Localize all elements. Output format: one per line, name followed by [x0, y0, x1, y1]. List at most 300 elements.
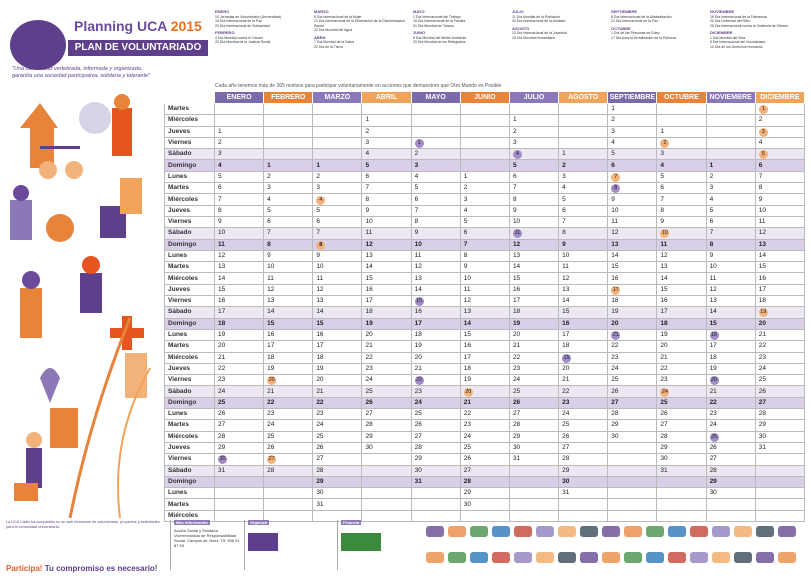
- day-cell: 11: [362, 228, 411, 239]
- day-cell: 13: [657, 262, 706, 273]
- day-cell: 23: [411, 386, 460, 397]
- day-cell: 26: [657, 409, 706, 420]
- day-cell: [215, 104, 264, 115]
- day-cell: [215, 488, 264, 499]
- day-cell: 22: [559, 386, 608, 397]
- day-cell: 30: [657, 454, 706, 465]
- day-cell: 18: [657, 318, 706, 329]
- day-cell: 18: [264, 352, 313, 363]
- partner-logo-icon: [602, 552, 620, 563]
- day-cell: 17: [509, 296, 558, 307]
- day-cell: 25: [411, 409, 460, 420]
- day-cell: 5: [215, 171, 264, 182]
- day-cell: 28: [509, 420, 558, 431]
- day-cell: 21: [755, 329, 804, 340]
- day-cell: 12: [264, 284, 313, 295]
- day-cell: 28: [559, 454, 608, 465]
- day-cell: [559, 499, 608, 510]
- day-cell: [411, 115, 460, 126]
- calendar-row: [165, 386, 805, 397]
- organiza-box: Organiza: [244, 520, 334, 570]
- partner-logo-icon: [536, 526, 554, 537]
- footer-text: La UCA Cádiz ha compartido en su web formación de voluntariado, proyectos y actividades para la comunidad universitaria.: [6, 520, 160, 529]
- calendar-row: [165, 228, 805, 239]
- day-cell: 7: [411, 205, 460, 216]
- day-cell: [657, 115, 706, 126]
- partner-logo-icon: [580, 552, 598, 563]
- calendar-row: [165, 318, 805, 329]
- day-cell: 20: [608, 318, 657, 329]
- day-cell: 16: [460, 341, 509, 352]
- day-cell: [215, 115, 264, 126]
- day-cell: 24: [608, 363, 657, 374]
- day-cell: 1: [362, 115, 411, 126]
- day-cell: 10: [608, 205, 657, 216]
- weekday-label: Sábado: [165, 228, 215, 239]
- partner-logo-icon: [602, 526, 620, 537]
- day-cell: 18: [509, 307, 558, 318]
- page-title: Planning UCA 2015: [74, 18, 202, 34]
- day-cell: 15: [509, 273, 558, 284]
- day-cell: 4: [559, 183, 608, 194]
- day-cell: 27: [264, 454, 313, 465]
- day-cell: [264, 104, 313, 115]
- day-cell: 19: [657, 329, 706, 340]
- day-cell: 21: [215, 352, 264, 363]
- day-cell: [362, 465, 411, 476]
- day-cell: 29: [313, 476, 362, 487]
- partner-logo-icon: [470, 552, 488, 563]
- day-cell: 9: [460, 262, 509, 273]
- day-cell: 16: [362, 284, 411, 295]
- calendar-row: [165, 273, 805, 284]
- weekday-label: Miércoles: [165, 194, 215, 205]
- day-cell: 1: [509, 115, 558, 126]
- day-cell: 17: [755, 284, 804, 295]
- day-cell: 1: [460, 171, 509, 182]
- day-cell: 8: [755, 183, 804, 194]
- day-cell: 3: [559, 171, 608, 182]
- day-cell: 10: [559, 250, 608, 261]
- day-cell: [411, 488, 460, 499]
- day-cell: [755, 488, 804, 499]
- day-cell: [362, 454, 411, 465]
- day-cell: 25: [362, 386, 411, 397]
- month-header: JUNIO: [460, 92, 509, 104]
- day-cell: 10: [509, 216, 558, 227]
- day-cell: 14: [264, 307, 313, 318]
- contact-box: Más información Acción Social y Solidaria Vicerrectorado de Responsabilidad Social. Campus de Jerez. Tlf: 956 01 87 93: [170, 520, 240, 570]
- day-cell: 2: [264, 171, 313, 182]
- day-cell: 9: [608, 194, 657, 205]
- day-cell: 13: [411, 273, 460, 284]
- note-column: MAYO 1 Día Internacional del Trabajo 15 Día Internacional de la Familia 31 Día Mundial sin Tabaco JUNIO 5 Día Mundial del Medio Ambiente 20 Día Mundial de los Refugiados: [413, 10, 467, 44]
- day-cell: 27: [559, 442, 608, 453]
- day-cell: 10: [460, 273, 509, 284]
- day-cell: 6: [755, 160, 804, 171]
- day-cell: 9: [264, 250, 313, 261]
- weekday-label: Sábado: [165, 386, 215, 397]
- day-cell: 11: [215, 239, 264, 250]
- day-cell: 10: [657, 228, 706, 239]
- day-cell: 3: [264, 183, 313, 194]
- year-calendar: [164, 91, 805, 519]
- day-cell: 10: [755, 205, 804, 216]
- weekday-label: Jueves: [165, 442, 215, 453]
- footer: [0, 518, 811, 578]
- day-cell: 26: [313, 442, 362, 453]
- day-cell: 22: [706, 397, 755, 408]
- day-cell: 4: [657, 160, 706, 171]
- day-cell: 19: [215, 329, 264, 340]
- day-cell: 2: [313, 171, 362, 182]
- day-cell: 26: [362, 397, 411, 408]
- day-cell: 25: [509, 386, 558, 397]
- day-cell: 5: [755, 149, 804, 160]
- partner-logo-icon: [756, 526, 774, 537]
- day-cell: 20: [460, 386, 509, 397]
- day-cell: 16: [264, 329, 313, 340]
- day-cell: 5: [313, 205, 362, 216]
- day-cell: 8: [264, 239, 313, 250]
- day-cell: 24: [559, 409, 608, 420]
- calendar-row: [165, 329, 805, 340]
- day-cell: 2: [362, 126, 411, 137]
- day-cell: [313, 115, 362, 126]
- calendar-row: [165, 171, 805, 182]
- day-cell: [362, 499, 411, 510]
- day-cell: 6: [706, 216, 755, 227]
- day-cell: 6: [509, 171, 558, 182]
- weekday-label: Viernes: [165, 375, 215, 386]
- day-cell: 25: [706, 431, 755, 442]
- day-cell: 14: [215, 273, 264, 284]
- day-cell: 6: [460, 228, 509, 239]
- note-column: NOVIEMBRE 16 Día Internacional de la Tolerancia 20 Día Universal del Niño 25 Día Internacional contra la Violencia de Género DICIEMBRE 1 Día Mundial del Sida 5 Día Internacional del Voluntariado 10 Día de los Derechos Humanos: [710, 10, 789, 49]
- day-cell: [215, 476, 264, 487]
- weekday-label: Jueves: [165, 205, 215, 216]
- day-cell: 4: [313, 194, 362, 205]
- day-cell: 14: [706, 307, 755, 318]
- day-cell: 23: [460, 420, 509, 431]
- day-cell: [559, 115, 608, 126]
- partner-logo-icon: [426, 552, 444, 563]
- day-cell: [608, 454, 657, 465]
- weekday-label: Viernes: [165, 216, 215, 227]
- day-cell: 12: [215, 250, 264, 261]
- day-cell: 11: [460, 284, 509, 295]
- day-cell: 6: [657, 183, 706, 194]
- day-cell: 25: [657, 397, 706, 408]
- day-cell: 23: [264, 409, 313, 420]
- day-cell: 16: [755, 273, 804, 284]
- day-cell: 14: [559, 296, 608, 307]
- day-cell: 12: [509, 239, 558, 250]
- uca-footer-logo-icon: [248, 533, 278, 551]
- day-cell: 5: [657, 171, 706, 182]
- day-cell: 2: [706, 171, 755, 182]
- day-cell: 4: [362, 149, 411, 160]
- day-cell: 13: [608, 239, 657, 250]
- weekday-label: Martes: [165, 499, 215, 510]
- day-cell: 5: [706, 205, 755, 216]
- day-cell: 24: [706, 420, 755, 431]
- day-cell: 28: [460, 476, 509, 487]
- day-cell: 20: [215, 341, 264, 352]
- day-cell: 7: [264, 228, 313, 239]
- day-cell: 5: [264, 205, 313, 216]
- day-cell: 5: [608, 149, 657, 160]
- day-cell: 18: [706, 352, 755, 363]
- day-cell: 12: [460, 296, 509, 307]
- day-cell: 15: [559, 307, 608, 318]
- day-cell: 22: [657, 363, 706, 374]
- note-column: ENERO 10 Jornadas de Voluntariado (Universidad) 15 Día Internacional de la Paz 20 Día Internacional de Solidaridad FEBRERO 4 Día Mundial contra el Cáncer 20 Día Mundial de la Justicia Social: [215, 10, 282, 44]
- day-cell: 28: [755, 409, 804, 420]
- day-cell: [460, 115, 509, 126]
- day-cell: [706, 104, 755, 115]
- day-cell: [706, 499, 755, 510]
- day-cell: 3: [460, 194, 509, 205]
- day-cell: 29: [608, 420, 657, 431]
- day-cell: 24: [411, 397, 460, 408]
- weekday-label: Sábado: [165, 149, 215, 160]
- day-cell: 2: [215, 137, 264, 148]
- day-cell: 8: [559, 228, 608, 239]
- day-cell: 17: [706, 341, 755, 352]
- day-cell: [411, 104, 460, 115]
- calendar-row: [165, 239, 805, 250]
- peace-icon: [46, 214, 74, 242]
- day-cell: 28: [657, 431, 706, 442]
- calendar-row: [165, 307, 805, 318]
- month-header: AGOSTO: [559, 92, 608, 104]
- day-cell: 15: [755, 262, 804, 273]
- day-cell: 23: [608, 352, 657, 363]
- day-cell: [706, 126, 755, 137]
- month-header: ENERO: [215, 92, 264, 104]
- day-cell: 21: [509, 341, 558, 352]
- day-cell: 17: [460, 352, 509, 363]
- day-cell: 30: [559, 476, 608, 487]
- weekday-label: Martes: [165, 341, 215, 352]
- day-cell: [313, 149, 362, 160]
- calendar-row: [165, 397, 805, 408]
- day-cell: 25: [460, 442, 509, 453]
- day-cell: 27: [362, 409, 411, 420]
- day-cell: 20: [411, 352, 460, 363]
- day-cell: 26: [264, 442, 313, 453]
- day-cell: 19: [509, 318, 558, 329]
- calendar-row: [165, 375, 805, 386]
- day-cell: 9: [657, 216, 706, 227]
- day-cell: 4: [264, 194, 313, 205]
- partner-logo-icon: [492, 526, 510, 537]
- financia-box: Financia: [337, 520, 423, 570]
- calendar-row: [165, 476, 805, 487]
- day-cell: 27: [460, 465, 509, 476]
- plan-subtitle: PLAN DE VOLUNTARIADO: [68, 40, 208, 56]
- day-cell: 11: [706, 273, 755, 284]
- day-cell: [264, 488, 313, 499]
- day-cell: 24: [215, 386, 264, 397]
- day-cell: 2: [460, 183, 509, 194]
- day-cell: [362, 488, 411, 499]
- day-cell: 23: [313, 409, 362, 420]
- day-cell: 2: [608, 115, 657, 126]
- day-cell: 20: [657, 341, 706, 352]
- day-cell: [460, 160, 509, 171]
- day-cell: 12: [362, 239, 411, 250]
- day-cell: 13: [264, 296, 313, 307]
- calendar-row: [165, 454, 805, 465]
- partner-logo-icon: [580, 526, 598, 537]
- day-cell: 14: [509, 262, 558, 273]
- day-cell: 18: [362, 307, 411, 318]
- day-cell: 9: [509, 205, 558, 216]
- day-cell: 26: [411, 420, 460, 431]
- day-cell: 12: [706, 284, 755, 295]
- calendar-row: [165, 465, 805, 476]
- day-cell: 28: [264, 465, 313, 476]
- weekday-label: Domingo: [165, 160, 215, 171]
- weekday-label: Jueves: [165, 126, 215, 137]
- day-cell: 25: [559, 420, 608, 431]
- day-cell: 28: [313, 465, 362, 476]
- day-cell: 14: [460, 318, 509, 329]
- partner-logo-icon: [778, 552, 796, 563]
- partner-logo-icon: [624, 526, 642, 537]
- day-cell: [264, 476, 313, 487]
- day-cell: [460, 137, 509, 148]
- day-cell: 21: [460, 397, 509, 408]
- day-cell: 25: [755, 375, 804, 386]
- day-cell: 30: [608, 431, 657, 442]
- day-cell: 30: [411, 465, 460, 476]
- day-cell: 28: [215, 431, 264, 442]
- day-cell: 9: [559, 239, 608, 250]
- day-cell: 26: [559, 431, 608, 442]
- day-cell: 12: [608, 228, 657, 239]
- day-cell: 7: [215, 194, 264, 205]
- weekday-label: Lunes: [165, 329, 215, 340]
- day-cell: 15: [313, 318, 362, 329]
- day-cell: 1: [215, 126, 264, 137]
- day-cell: 26: [509, 397, 558, 408]
- day-cell: 21: [264, 386, 313, 397]
- day-cell: 8: [411, 216, 460, 227]
- day-cell: [657, 488, 706, 499]
- day-cell: [559, 104, 608, 115]
- day-cell: [509, 499, 558, 510]
- day-cell: [264, 499, 313, 510]
- day-cell: 31: [509, 454, 558, 465]
- day-cell: 30: [460, 499, 509, 510]
- day-cell: [509, 465, 558, 476]
- day-cell: 25: [264, 431, 313, 442]
- calendar-row: [165, 183, 805, 194]
- partner-logo-icon: [646, 526, 664, 537]
- calendar-row: [165, 216, 805, 227]
- day-cell: [264, 115, 313, 126]
- day-cell: 29: [411, 454, 460, 465]
- day-cell: 27: [509, 409, 558, 420]
- day-cell: 22: [264, 397, 313, 408]
- day-cell: 21: [411, 363, 460, 374]
- day-cell: 4: [509, 149, 558, 160]
- day-cell: [264, 149, 313, 160]
- partner-logo-icon: [514, 552, 532, 563]
- day-cell: 20: [509, 329, 558, 340]
- day-cell: 18: [755, 296, 804, 307]
- note-column: MARZO 8 Día Internacional de la Mujer 21 Día Internacional de la Eliminación de la Discriminación Racial 22 Día Mundial del Agua ABRIL 7 Día Mundial de la Salud 22 Día de la Tierra: [314, 10, 406, 49]
- day-cell: 22: [509, 352, 558, 363]
- day-cell: 25: [608, 375, 657, 386]
- day-cell: 31: [215, 465, 264, 476]
- day-cell: [706, 149, 755, 160]
- day-cell: 10: [215, 228, 264, 239]
- partner-logo-icon: [646, 552, 664, 563]
- day-cell: 15: [657, 284, 706, 295]
- day-cell: 21: [313, 386, 362, 397]
- day-cell: 22: [411, 375, 460, 386]
- day-cell: 6: [264, 216, 313, 227]
- day-cell: 22: [608, 341, 657, 352]
- day-cell: 14: [608, 250, 657, 261]
- calendar-row: [165, 104, 805, 115]
- calendar-row: [165, 262, 805, 273]
- day-cell: 30: [313, 488, 362, 499]
- day-cell: 11: [608, 216, 657, 227]
- day-cell: 4: [608, 137, 657, 148]
- day-cell: 14: [755, 250, 804, 261]
- day-cell: 3: [215, 149, 264, 160]
- globe-icon: [79, 102, 111, 134]
- day-cell: 9: [313, 250, 362, 261]
- partner-logo-icon: [536, 552, 554, 563]
- calendar-row: [165, 442, 805, 453]
- day-cell: [411, 499, 460, 510]
- month-header: JULIO: [509, 92, 558, 104]
- day-cell: 25: [313, 431, 362, 442]
- weekday-label: Miércoles: [165, 510, 215, 521]
- day-cell: 3: [608, 126, 657, 137]
- day-cell: 19: [755, 307, 804, 318]
- calendar-row: [165, 420, 805, 431]
- day-cell: 16: [706, 329, 755, 340]
- day-cell: [559, 137, 608, 148]
- day-cell: 22: [313, 397, 362, 408]
- day-cell: [362, 104, 411, 115]
- day-cell: 20: [264, 375, 313, 386]
- day-cell: 11: [411, 250, 460, 261]
- calendar-row: [165, 115, 805, 126]
- day-cell: 25: [215, 397, 264, 408]
- day-cell: [460, 104, 509, 115]
- day-cell: 18: [411, 329, 460, 340]
- calendar-row: [165, 149, 805, 160]
- day-cell: 4: [755, 137, 804, 148]
- day-cell: 26: [755, 386, 804, 397]
- partner-logo-icon: [734, 552, 752, 563]
- day-cell: 17: [362, 296, 411, 307]
- day-cell: [755, 499, 804, 510]
- calendar-row: [165, 194, 805, 205]
- day-cell: 29: [509, 431, 558, 442]
- day-cell: 1: [755, 104, 804, 115]
- day-cell: [755, 454, 804, 465]
- day-cell: 12: [411, 262, 460, 273]
